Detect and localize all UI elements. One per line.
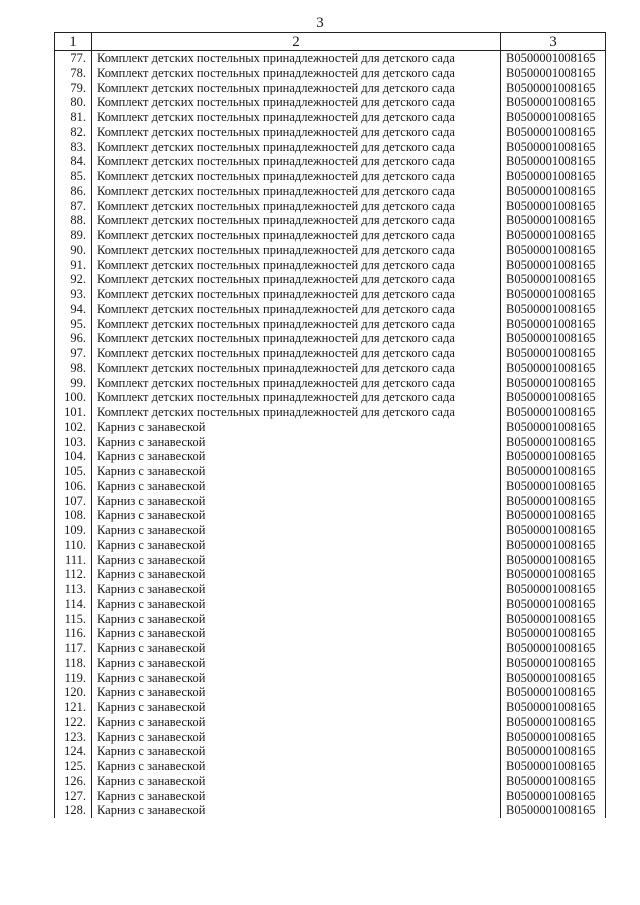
item-name: Карниз с занавеской [92,567,501,582]
item-name: Комплект детских постельных принадлежностей для детского сада [92,258,501,273]
row-number: 77. [55,51,92,66]
item-code: B0500001008165 [501,700,606,715]
item-name: Карниз с занавеской [92,435,501,450]
table-row [55,744,606,759]
column-header-3: 3 [501,33,606,51]
item-code: B0500001008165 [501,435,606,450]
row-number: 105. [55,464,92,479]
item-name: Комплект детских постельных принадлежностей для детского сада [92,390,501,405]
table-row [55,51,606,66]
item-name: Комплект детских постельных принадлежностей для детского сада [92,125,501,140]
table-row [55,287,606,302]
item-name: Карниз с занавеской [92,774,501,789]
table-row [55,685,606,700]
column-header-1: 1 [55,33,92,51]
item-name: Комплект детских постельных принадлежностей для детского сада [92,361,501,376]
table-row [55,405,606,420]
table-row [55,612,606,627]
table-row [55,243,606,258]
item-name: Карниз с занавеской [92,671,501,686]
table-row [55,110,606,125]
column-header-2: 2 [92,33,501,51]
item-code: B0500001008165 [501,449,606,464]
item-code: B0500001008165 [501,730,606,745]
row-number: 83. [55,140,92,155]
row-number: 92. [55,272,92,287]
item-code: B0500001008165 [501,169,606,184]
item-name: Комплект детских постельных принадлежностей для детского сада [92,169,501,184]
item-code: B0500001008165 [501,140,606,155]
item-name: Комплект детских постельных принадлежностей для детского сада [92,66,501,81]
item-code: B0500001008165 [501,317,606,332]
item-name: Комплект детских постельных принадлежностей для детского сада [92,199,501,214]
item-code: B0500001008165 [501,125,606,140]
row-number: 111. [55,553,92,568]
item-name: Комплект детских постельных принадлежностей для детского сада [92,154,501,169]
row-number: 123. [55,730,92,745]
table-row [55,567,606,582]
row-number: 124. [55,744,92,759]
row-number: 107. [55,494,92,509]
table-row [55,346,606,361]
item-code: B0500001008165 [501,494,606,509]
row-number: 125. [55,759,92,774]
table-row [55,597,606,612]
table-row [55,331,606,346]
row-number: 118. [55,656,92,671]
row-number: 91. [55,258,92,273]
item-name: Комплект детских постельных принадлежностей для детского сада [92,243,501,258]
item-name: Карниз с занавеской [92,479,501,494]
item-code: B0500001008165 [501,376,606,391]
table-row [55,656,606,671]
table-row [55,759,606,774]
item-code: B0500001008165 [501,228,606,243]
item-name: Карниз с занавеской [92,597,501,612]
row-number: 79. [55,81,92,96]
row-number: 95. [55,317,92,332]
item-name: Комплект детских постельных принадлежностей для детского сада [92,228,501,243]
row-number: 120. [55,685,92,700]
item-code: B0500001008165 [501,154,606,169]
table-row [55,228,606,243]
item-name: Комплект детских постельных принадлежностей для детского сада [92,110,501,125]
item-code: B0500001008165 [501,744,606,759]
item-code: B0500001008165 [501,51,606,66]
item-code: B0500001008165 [501,258,606,273]
item-code: B0500001008165 [501,81,606,96]
table-row [55,803,606,818]
row-number: 80. [55,95,92,110]
item-name: Карниз с занавеской [92,612,501,627]
table-row [55,538,606,553]
row-number: 112. [55,567,92,582]
table-row [55,464,606,479]
item-name: Карниз с занавеской [92,641,501,656]
item-code: B0500001008165 [501,464,606,479]
row-number: 86. [55,184,92,199]
row-number: 116. [55,626,92,641]
table-row [55,449,606,464]
item-name: Карниз с занавеской [92,494,501,509]
item-name: Карниз с занавеской [92,626,501,641]
item-code: B0500001008165 [501,95,606,110]
table-row [55,715,606,730]
item-name: Карниз с занавеской [92,715,501,730]
item-code: B0500001008165 [501,656,606,671]
item-name: Карниз с занавеской [92,582,501,597]
row-number: 90. [55,243,92,258]
row-number: 101. [55,405,92,420]
item-name: Комплект детских постельных принадлежностей для детского сада [92,184,501,199]
table-row [55,140,606,155]
item-name: Комплект детских постельных принадлежностей для детского сада [92,331,501,346]
item-code: B0500001008165 [501,361,606,376]
table-row [55,66,606,81]
table-row [55,479,606,494]
items-table [54,32,606,818]
table-row [55,390,606,405]
row-number: 127. [55,789,92,804]
row-number: 87. [55,199,92,214]
row-number: 88. [55,213,92,228]
item-name: Комплект детских постельных принадлежностей для детского сада [92,51,501,66]
row-number: 93. [55,287,92,302]
item-name: Комплект детских постельных принадлежностей для детского сада [92,405,501,420]
item-code: B0500001008165 [501,612,606,627]
table-row [55,272,606,287]
item-code: B0500001008165 [501,789,606,804]
item-code: B0500001008165 [501,110,606,125]
table-row [55,641,606,656]
row-number: 96. [55,331,92,346]
item-code: B0500001008165 [501,553,606,568]
page-number: 3 [316,15,324,31]
table-row [55,420,606,435]
item-name: Комплект детских постельных принадлежностей для детского сада [92,317,501,332]
row-number: 106. [55,479,92,494]
row-number: 84. [55,154,92,169]
item-code: B0500001008165 [501,523,606,538]
table-row [55,376,606,391]
item-name: Комплект детских постельных принадлежностей для детского сада [92,95,501,110]
item-name: Карниз с занавеской [92,553,501,568]
row-number: 97. [55,346,92,361]
item-code: B0500001008165 [501,287,606,302]
item-code: B0500001008165 [501,671,606,686]
item-code: B0500001008165 [501,774,606,789]
item-name: Комплект детских постельных принадлежностей для детского сада [92,213,501,228]
item-name: Комплект детских постельных принадлежностей для детского сада [92,376,501,391]
row-number: 113. [55,582,92,597]
item-name: Карниз с занавеской [92,538,501,553]
row-number: 108. [55,508,92,523]
row-number: 99. [55,376,92,391]
table-row [55,125,606,140]
item-name: Карниз с занавеской [92,789,501,804]
row-number: 94. [55,302,92,317]
item-name: Карниз с занавеской [92,508,501,523]
row-number: 117. [55,641,92,656]
table-row [55,494,606,509]
table-row [55,626,606,641]
item-code: B0500001008165 [501,331,606,346]
table-row [55,700,606,715]
item-code: B0500001008165 [501,420,606,435]
table-row [55,169,606,184]
table-row [55,671,606,686]
table-row [55,553,606,568]
table-row [55,435,606,450]
table-row [55,774,606,789]
item-code: B0500001008165 [501,641,606,656]
row-number: 100. [55,390,92,405]
item-code: B0500001008165 [501,479,606,494]
row-number: 126. [55,774,92,789]
table-row [55,95,606,110]
item-code: B0500001008165 [501,66,606,81]
item-name: Карниз с занавеской [92,730,501,745]
row-number: 114. [55,597,92,612]
item-code: B0500001008165 [501,508,606,523]
item-name: Карниз с занавеской [92,685,501,700]
item-name: Карниз с занавеской [92,464,501,479]
item-code: B0500001008165 [501,272,606,287]
table-row [55,582,606,597]
row-number: 109. [55,523,92,538]
item-name: Карниз с занавеской [92,744,501,759]
item-name: Карниз с занавеской [92,523,501,538]
item-name: Комплект детских постельных принадлежностей для детского сада [92,346,501,361]
table-row [55,154,606,169]
item-name: Карниз с занавеской [92,759,501,774]
row-number: 81. [55,110,92,125]
table-row [55,199,606,214]
table-row [55,317,606,332]
item-code: B0500001008165 [501,243,606,258]
row-number: 82. [55,125,92,140]
item-name: Комплект детских постельных принадлежностей для детского сада [92,81,501,96]
row-number: 119. [55,671,92,686]
item-code: B0500001008165 [501,803,606,818]
row-number: 110. [55,538,92,553]
item-name: Комплект детских постельных принадлежностей для детского сада [92,287,501,302]
row-number: 121. [55,700,92,715]
item-name: Комплект детских постельных принадлежностей для детского сада [92,140,501,155]
item-code: B0500001008165 [501,538,606,553]
item-code: B0500001008165 [501,346,606,361]
row-number: 103. [55,435,92,450]
item-name: Комплект детских постельных принадлежностей для детского сада [92,302,501,317]
table-row [55,508,606,523]
table-row [55,81,606,96]
table-row [55,789,606,804]
table-row [55,302,606,317]
item-code: B0500001008165 [501,184,606,199]
item-code: B0500001008165 [501,626,606,641]
item-code: B0500001008165 [501,390,606,405]
item-code: B0500001008165 [501,597,606,612]
item-name: Карниз с занавеской [92,449,501,464]
row-number: 128. [55,803,92,818]
table-row [55,213,606,228]
row-number: 115. [55,612,92,627]
item-code: B0500001008165 [501,213,606,228]
item-name: Карниз с занавеской [92,700,501,715]
table-row [55,361,606,376]
row-number: 89. [55,228,92,243]
table-row [55,730,606,745]
row-number: 104. [55,449,92,464]
item-code: B0500001008165 [501,759,606,774]
table-body [55,51,606,819]
item-code: B0500001008165 [501,685,606,700]
row-number: 78. [55,66,92,81]
item-code: B0500001008165 [501,199,606,214]
item-name: Карниз с занавеской [92,420,501,435]
table-row [55,523,606,538]
item-code: B0500001008165 [501,567,606,582]
item-code: B0500001008165 [501,405,606,420]
table-row [55,184,606,199]
row-number: 85. [55,169,92,184]
row-number: 102. [55,420,92,435]
item-code: B0500001008165 [501,302,606,317]
item-name: Карниз с занавеской [92,656,501,671]
item-code: B0500001008165 [501,582,606,597]
table-row [55,258,606,273]
item-name: Карниз с занавеской [92,803,501,818]
item-code: B0500001008165 [501,715,606,730]
row-number: 98. [55,361,92,376]
table-header-row [55,33,606,51]
item-name: Комплект детских постельных принадлежностей для детского сада [92,272,501,287]
row-number: 122. [55,715,92,730]
